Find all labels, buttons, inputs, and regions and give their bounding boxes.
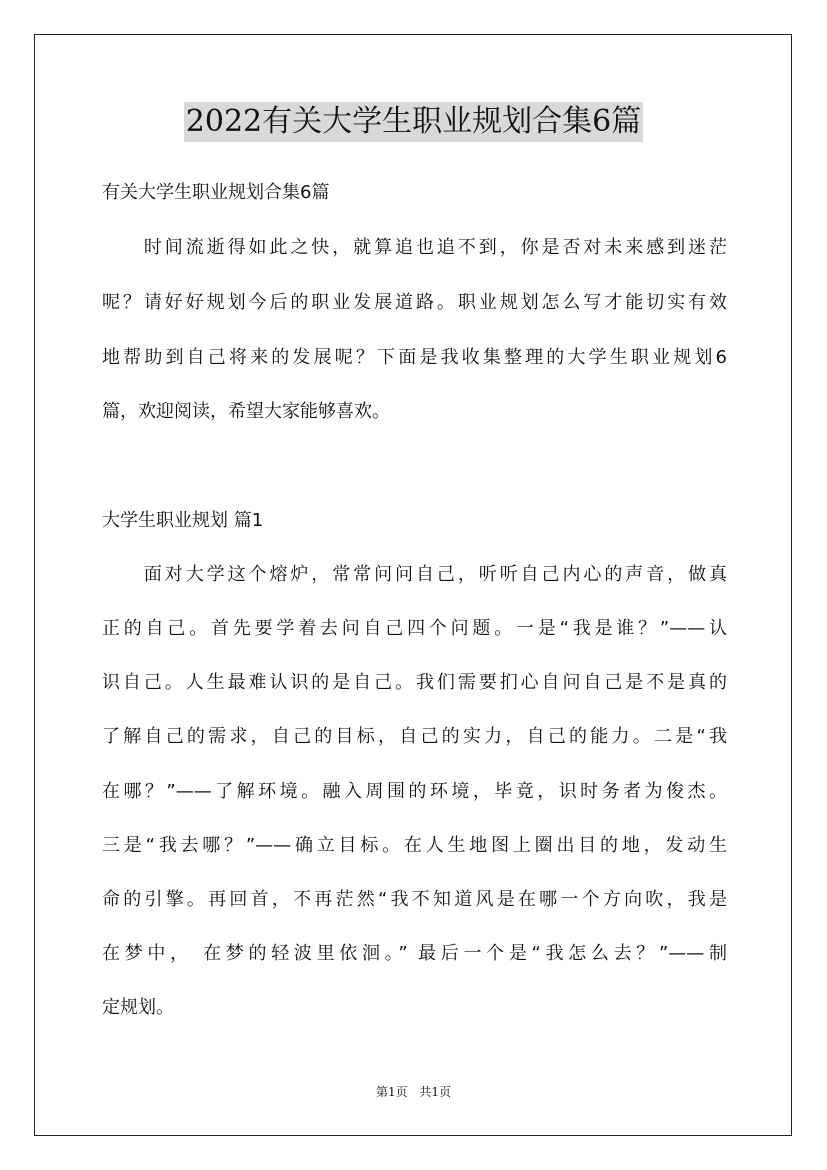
intro-line: 时间流逝得如此之快，就算追也追不到，你是否对未来感到迷茫 (102, 237, 727, 258)
body-line: 了解自己的需求，自己的目标，自己的实力，自己的能力。二是“我 (102, 726, 727, 747)
section-heading: 大学生职业规划 篇1 (102, 510, 264, 531)
title-container (0, 102, 827, 142)
body-line: 在哪？”——了解环境。融入周围的环境，毕竟，识时务者为俊杰。 (102, 781, 727, 802)
intro-line: 地帮助到自己将来的发展呢？下面是我收集整理的大学生职业规划6 (102, 347, 727, 368)
body-line: 定规划。 (102, 997, 174, 1018)
intro-line: 篇，欢迎阅读，希望大家能够喜欢。 (102, 401, 390, 422)
body-line: 正的自己。首先要学着去问自己四个问题。一是“我是谁？”——认 (102, 618, 727, 639)
intro-line: 呢？请好好规划今后的职业发展道路。职业规划怎么写才能切实有效 (102, 292, 727, 313)
document-title: 2022有关大学生职业规划合集6篇 (184, 102, 643, 142)
page-footer (0, 1083, 827, 1100)
body-line: 三是“我去哪？”——确立目标。在人生地图上圈出目的地，发动生 (102, 835, 727, 856)
document-subtitle: 有关大学生职业规划合集6篇 (102, 182, 330, 203)
page-number: 第1页 (375, 1085, 408, 1099)
body-line: 命的引擎。再回首，不再茫然“我不知道风是在哪一个方向吹，我是 (102, 889, 727, 910)
page-total: 共1页 (419, 1085, 452, 1099)
body-line: 在梦中， 在梦的轻波里依洄。” 最后一个是“我怎么去？”——制 (102, 943, 727, 964)
body-line: 识自己。人生最难认识的是自己。我们需要扪心自问自己是不是真的 (102, 672, 727, 693)
body-line: 面对大学这个熔炉，常常问问自己，听听自己内心的声音，做真 (102, 564, 727, 585)
